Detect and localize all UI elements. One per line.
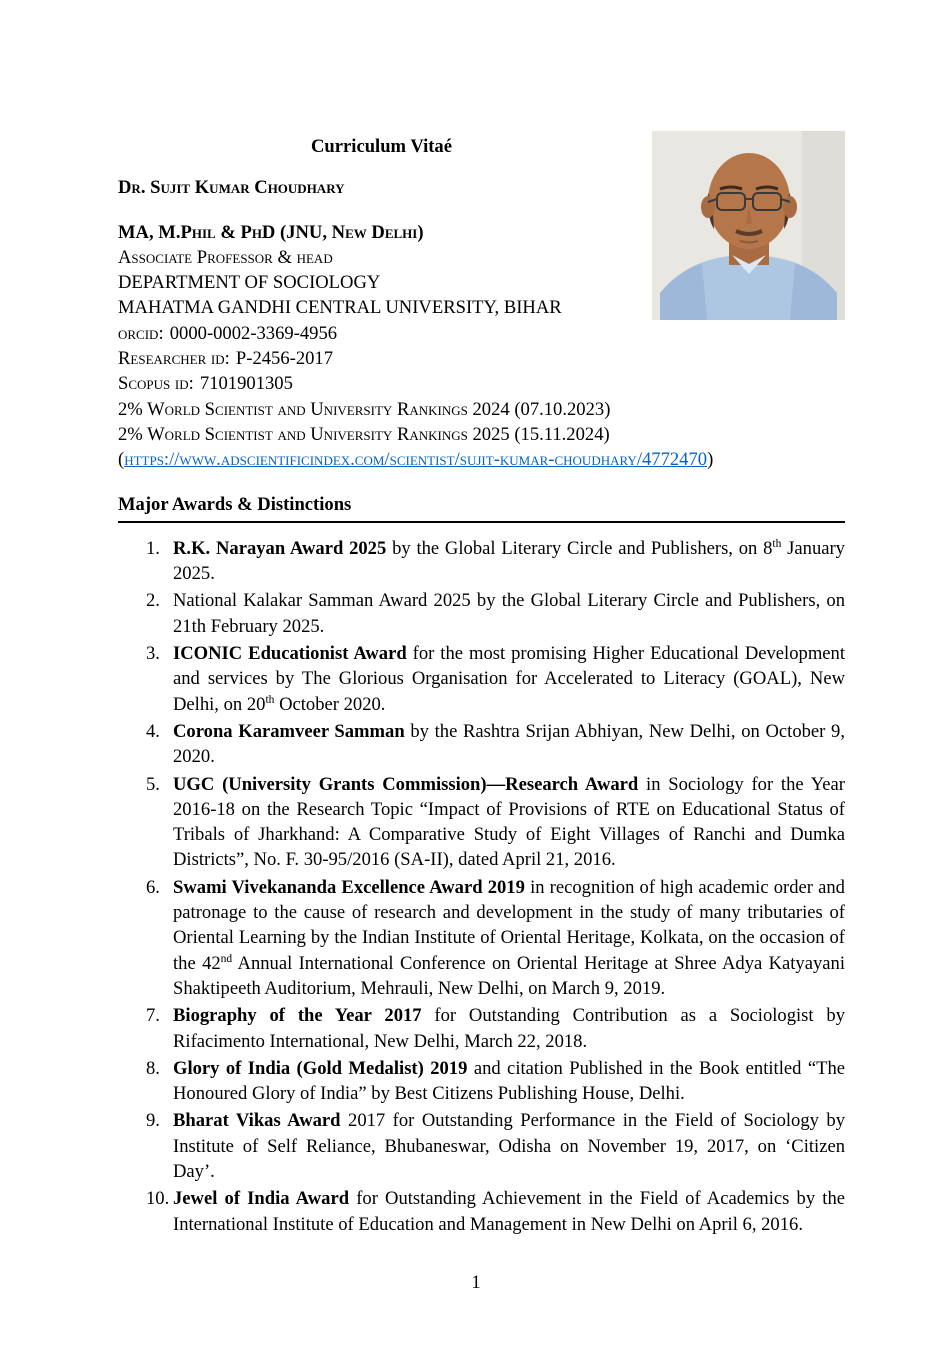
award-body-text: Annual International Conference on Oriental Heritage at Shree Adya Katyayani Shaktipeeth Auditorium, Mehrauli, New Delhi, on March 9, 2019. (173, 952, 845, 999)
degrees-line: MA, M.Phil & PhD (JNU, New Delhi) (118, 221, 424, 243)
award-body-text: th (265, 693, 275, 706)
award-body-text: th (772, 537, 782, 550)
link-close-paren: ) (707, 449, 714, 471)
author-name: Dr. Sujit Kumar Choudhary (118, 177, 345, 199)
link-open-paren: ( (118, 449, 125, 471)
award-item (118, 1108, 845, 1184)
awards-section-heading: Major Awards & Distinctions (118, 492, 845, 523)
orcid-label: orcid: (118, 322, 164, 344)
scopus-id-label: Scopus id: (118, 373, 194, 395)
award-title-text: Bharat Vikas Award (173, 1110, 349, 1132)
award-body-text: for Outstanding Achievement in the Field of Academics by the International Institute of Education and Management in New Delhi on April 6, 2016. (173, 1188, 845, 1235)
award-item (118, 1056, 845, 1107)
award-title-text: Swami Vivekananda Excellence Award 2019 (173, 876, 531, 898)
award-body-text: by the Global Literary Circle and Publishers, on 8 (392, 537, 773, 559)
scopus-id-line (118, 371, 845, 396)
profile-link-line (118, 447, 845, 472)
award-body-text: in Sociology for the Year 2016-18 on the Research Topic “Impact of Provisions of RTE on Educational Status of Tribals of Jharkhand: A Comparative Study of Eight Villages of Ranchi and Dumka Districts”, No. F. 30-95/2016 (SA-II), dated April 21, 2016. (173, 773, 845, 871)
university-line: MAHATMA GANDHI CENTRAL UNIVERSITY, BIHAR (118, 297, 562, 319)
page-number: 1 (471, 1271, 481, 1293)
award-item (118, 875, 845, 1001)
award-title-text: Jewel of India Award (173, 1188, 357, 1210)
award-title-text: Corona Karamveer Samman (173, 720, 411, 742)
ranking-2024-line: 2% World Scientist and University Rankings 2024 (07.10.2023) (118, 398, 611, 420)
award-body-text: National Kalakar Samman Award 2025 by the Global Literary Circle and Publishers, on 21th February 2025. (173, 590, 845, 637)
award-body-text: by the Rashtra Srijan Abhiyan, New Delhi, on October 9, 2020. (173, 720, 845, 768)
award-body-text: for Outstanding Contribution as a Sociologist by Rifacimento International, New Delhi, March 22, 2018. (173, 1005, 845, 1052)
portrait-photo-graphic (652, 131, 845, 320)
researcher-id-line (118, 346, 845, 371)
award-body-text: for the most promising Higher Educational Development and services by The Glorious Organisation for Accelerated to Literacy (GOAL), New Delhi, on 20 (173, 643, 845, 715)
orcid-value: 0000-0002-3369-4956 (169, 322, 338, 344)
award-item (118, 1003, 845, 1054)
award-item (118, 719, 845, 770)
department-line: DEPARTMENT OF SOCIOLOGY (118, 272, 381, 294)
award-item (118, 1186, 845, 1237)
award-title-text: R.K. Narayan Award 2025 (173, 537, 393, 559)
award-item (118, 536, 845, 587)
award-body-text: October 2020. (274, 693, 386, 715)
award-body-text: and citation Published in the Book entitled “The Honoured Glory of India” by Best Citizens Publishing House, Delhi. (173, 1057, 845, 1105)
award-item (118, 641, 845, 717)
award-title-text: Biography of the Year 2017 (173, 1005, 435, 1027)
award-body-text: 2017 for Outstanding Performance in the Field of Sociology by Institute of Self Reliance, Bhubaneswar, Odisha on November 19, 2017, on ‘Citizen Day’. (173, 1110, 845, 1182)
award-title-text: Glory of India (Gold Medalist) 2019 (173, 1057, 474, 1079)
award-item (118, 588, 845, 639)
researcher-id-value: P-2456-2017 (235, 348, 334, 370)
orcid-line (118, 321, 845, 346)
award-item (118, 772, 845, 873)
document-title: Curriculum Vitaé (311, 136, 452, 157)
ranking-2025-line: 2% World Scientist and University Rankings 2025 (15.11.2024) (118, 423, 610, 445)
award-body-text: in recognition of high academic order and patronage to the cause of research and development in the study of many tributaries of Oriental Learning by the Indian Institute of Oriental Heritage, Kolkata, on the occasion of the 42 (173, 876, 845, 974)
awards-list (118, 536, 845, 1237)
researcher-id-label: Researcher id: (118, 348, 230, 370)
award-title-text: UGC (University Grants Commission)—Research Award (173, 773, 647, 795)
scopus-id-value: 7101901305 (199, 373, 293, 395)
profile-link[interactable]: https://www.adscientificindex.com/scientist/sujit-kumar-choudhary/4772470 (124, 449, 708, 471)
award-body-text: January 2025. (173, 537, 845, 585)
award-body-text: nd (220, 952, 233, 965)
portrait-photo (652, 131, 845, 320)
position-line: Associate Professor & head (118, 246, 333, 268)
award-title-text: ICONIC Educationist Award (173, 643, 413, 665)
